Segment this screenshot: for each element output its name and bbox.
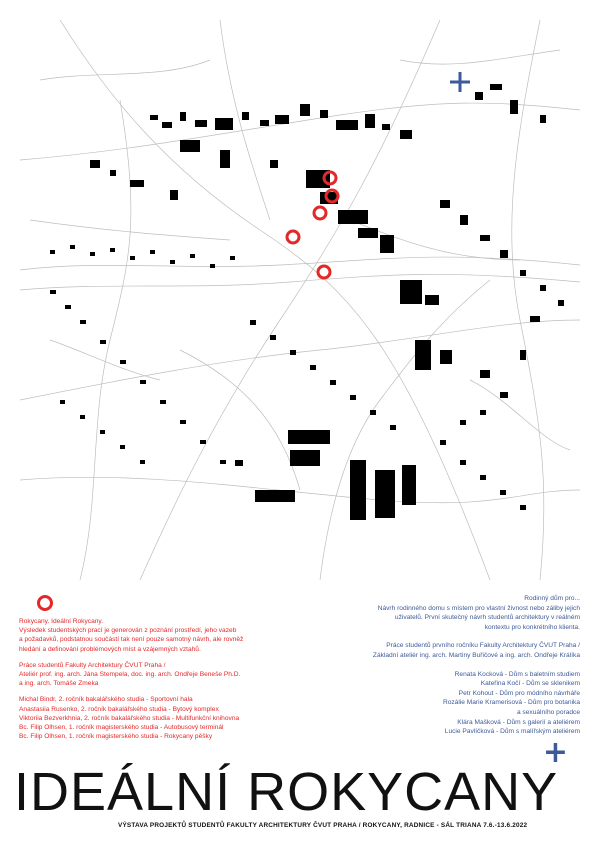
red-marker bbox=[314, 207, 326, 219]
blue-intro: Rodinný dům pro... Návrh rodinného domu s místem pro vlastní živnost nebo záliby jejich uživatelů. První skutečný návrh studentů architektury v reálném kontextu pro konkrétního klienta. bbox=[377, 595, 580, 631]
blue-marker-plus bbox=[450, 72, 470, 92]
project-item: Anastasiia Rusenko, 2. ročník bakalářského studia - Bytový komplex bbox=[19, 705, 219, 713]
red-marker-legend-icon bbox=[37, 595, 53, 611]
blue-project-section bbox=[310, 594, 580, 746]
red-project-section bbox=[19, 617, 309, 748]
project-item: Petr Kohout - Dům pro módního návrháře bbox=[458, 689, 580, 697]
blue-credits: Práce studentů prvního ročníku Fakulty Architektury ČVUT Praha / Základní ateliér ing. arch. Martiny Buřičové a ing. arch. Ondřeje Králíka bbox=[372, 642, 580, 659]
red-marker bbox=[318, 266, 330, 278]
project-item: Renata Kocková - Dům s baletním studiem bbox=[454, 670, 580, 678]
red-marker bbox=[287, 231, 299, 243]
red-credits: Práce studentů Fakulty Architektury ČVUT Praha / Ateliér prof. ing. arch. Jána Stempela, doc. ing. arch. Ondřeje Beneše Ph.D. a ing. arch. Tomáše Zmeka bbox=[19, 661, 241, 688]
poster-title: IDEÁLNÍ ROKYCANY bbox=[14, 762, 559, 822]
red-projects bbox=[19, 695, 309, 741]
project-item: Klára Mašková - Dům s galerií a ateliérem bbox=[457, 718, 580, 726]
project-item: Michal Bindr, 2. ročník bakalářského studia - Sportovní hala bbox=[19, 696, 193, 704]
blue-projects bbox=[310, 670, 580, 737]
project-item: Rozálie Marie Kramerisová - Dům pro botanika bbox=[442, 699, 580, 707]
project-item: Bc. Filip Olhsen, 1. ročník magisterského studia - Rokycany pěšky bbox=[19, 733, 213, 741]
city-map bbox=[20, 20, 580, 580]
project-item: Lucie Pavlíčková - Dům s malířským ateliérem bbox=[444, 728, 580, 736]
red-intro: Rokycany. Ideální Rokycany. Výsledek studentských prací je generován z poznání prostředí, jeho vazeb a požadavků, podstatnou součástí tak není pouze samotný návrh, ale rovněž hledání a definování problémových míst a vzájemných vztahů. bbox=[19, 618, 244, 653]
project-item: Bc. Filip Olhsen, 1. ročník magisterského studia - Autobusový terminál bbox=[19, 724, 224, 732]
project-item: Viktoriia Bezverkhnia, 2. ročník bakalářského studia - Multifunkční knihovna bbox=[19, 714, 240, 722]
project-item: Kateřina Kočí - Dům se sklenikem bbox=[480, 680, 580, 688]
blue-plus-icon: + bbox=[542, 735, 568, 770]
project-item: a sexuálního poradce bbox=[516, 708, 580, 716]
poster-subtitle: VÝSTAVA PROJEKTŮ STUDENTŮ FAKULTY ARCHITEKTURY ČVUT PRAHA / ROKYCANY, RADNICE - SÁL TRIANA 7.6.-13.6.2022 bbox=[118, 822, 528, 829]
